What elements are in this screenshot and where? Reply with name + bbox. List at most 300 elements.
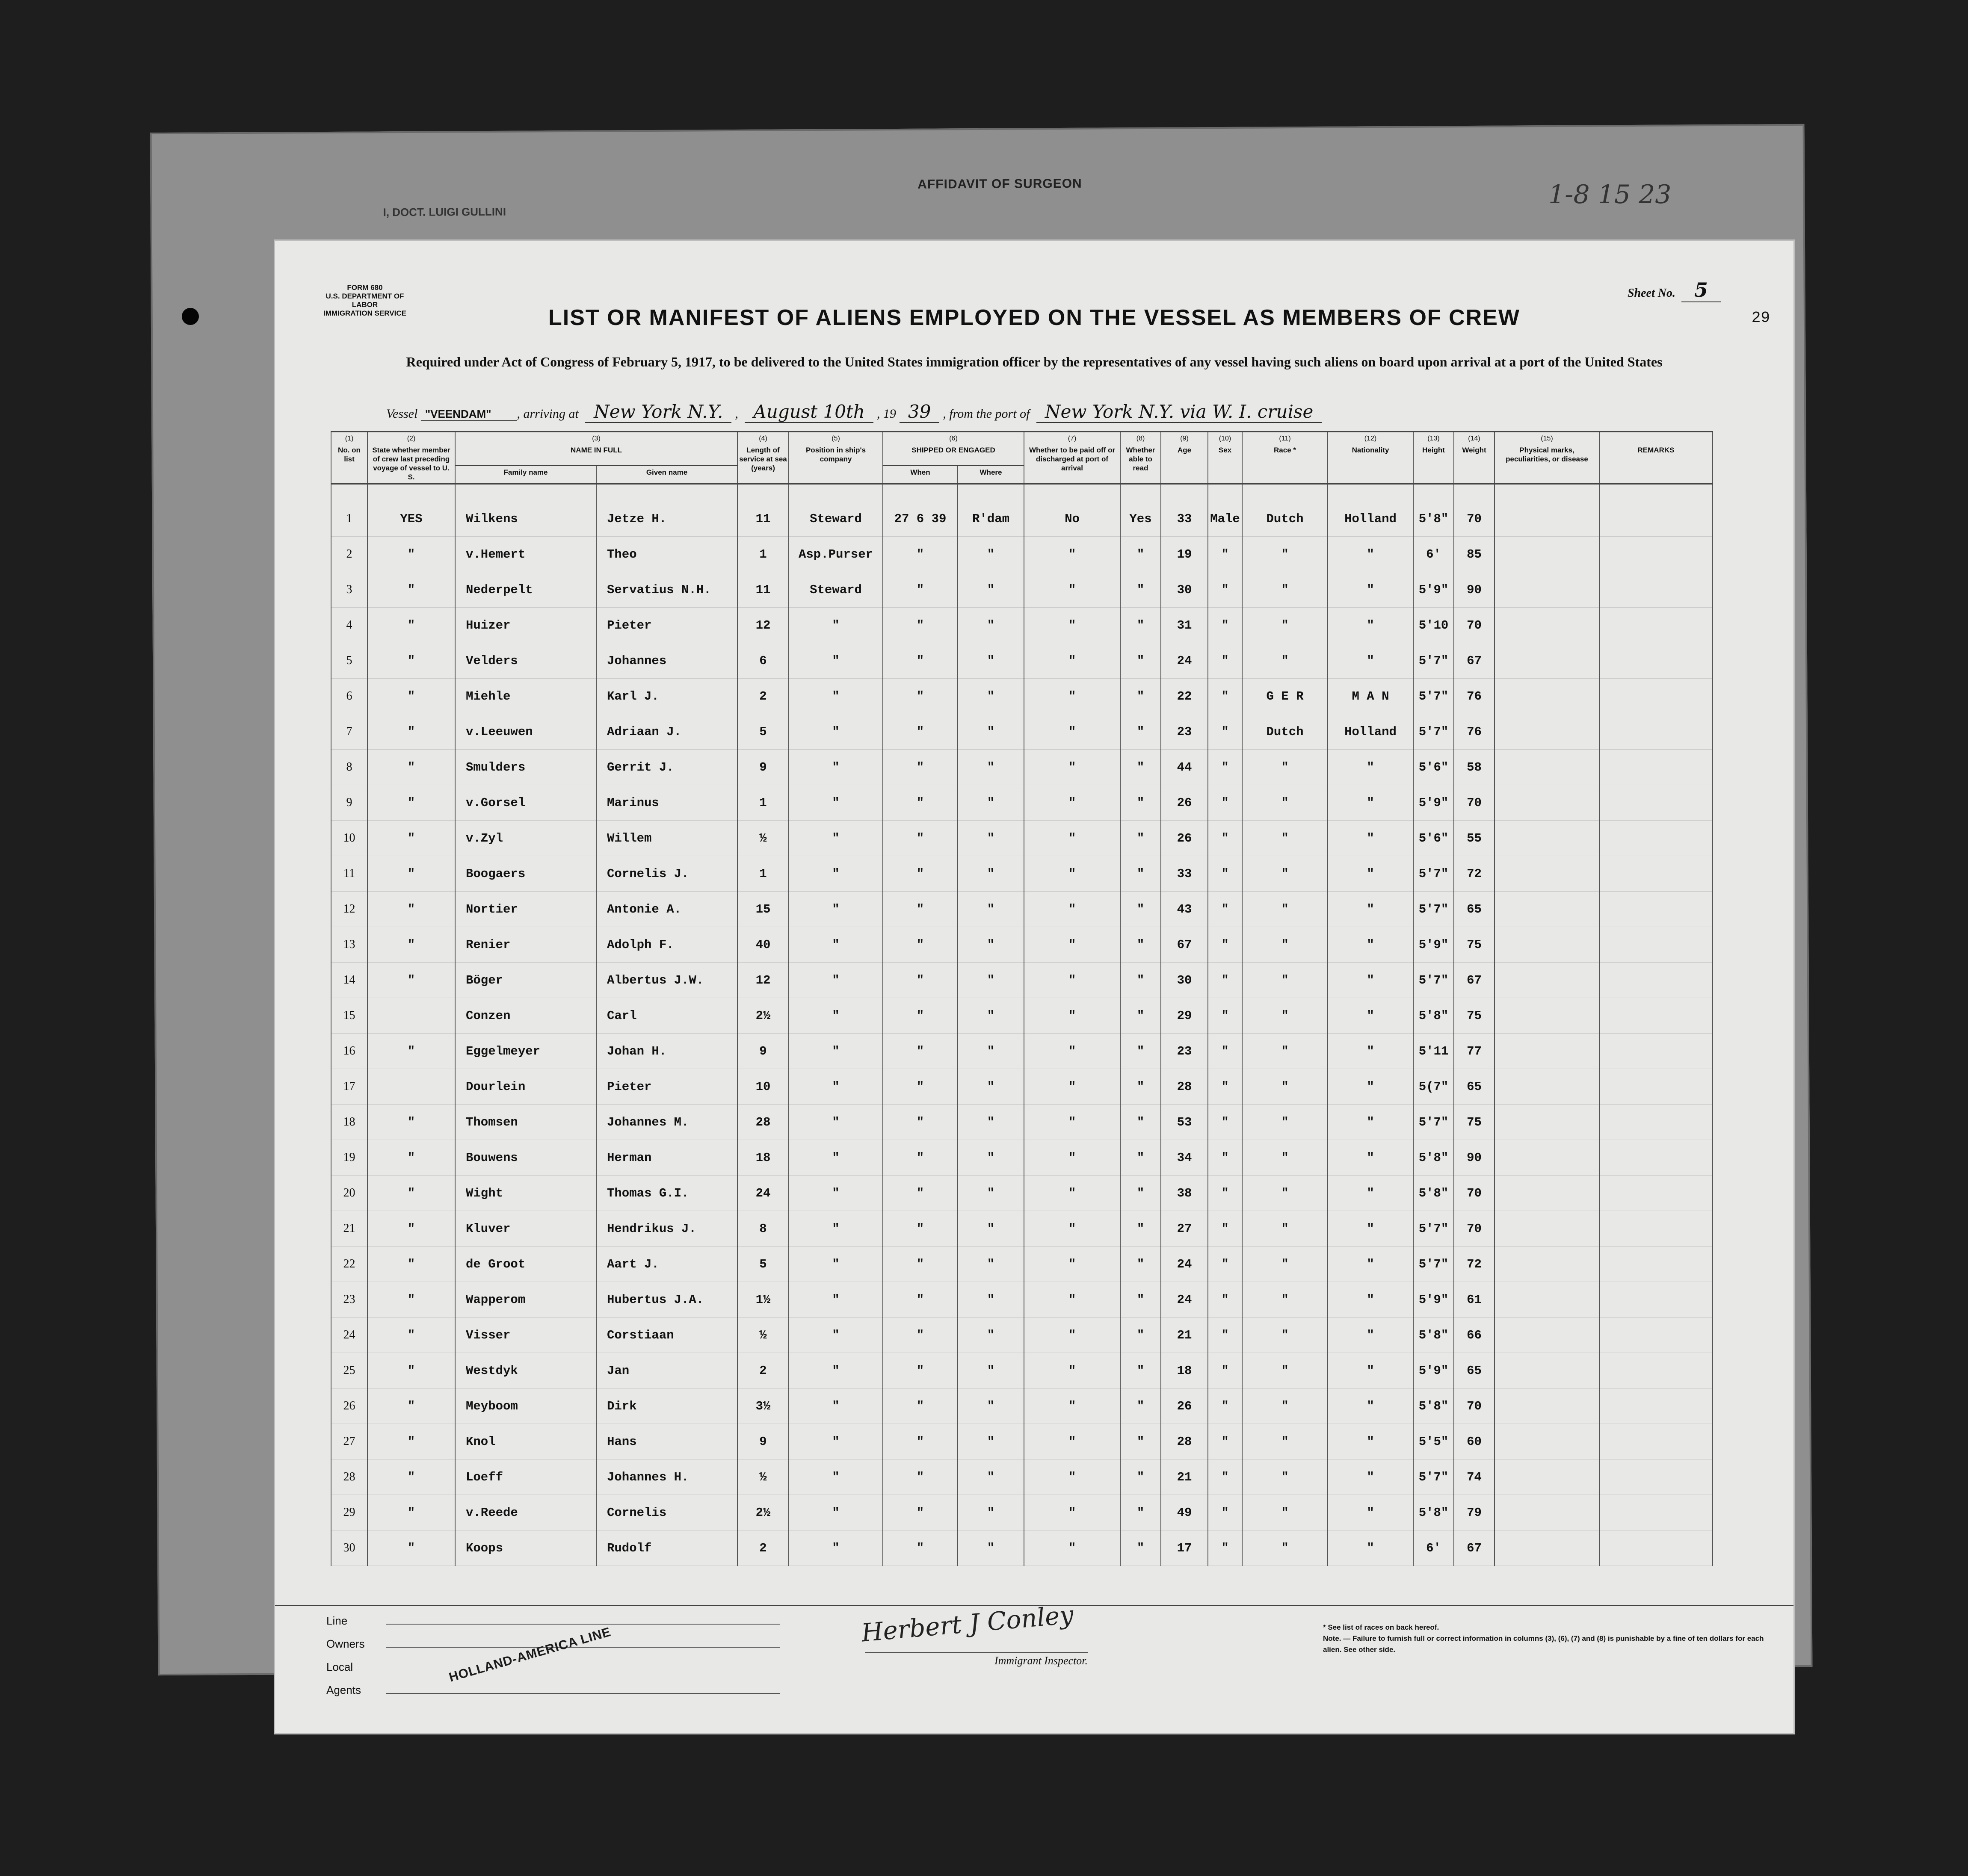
- service-years-cell: 1½: [737, 1282, 789, 1318]
- table-row: [331, 1459, 1713, 1495]
- family-name-cell: Böger: [455, 963, 596, 998]
- height-cell: 5'7": [1413, 679, 1454, 714]
- remarks-cell: [1599, 1459, 1713, 1495]
- service-years-cell: ½: [737, 1318, 789, 1353]
- physical-marks-cell: [1494, 998, 1599, 1034]
- height-cell: 5'7": [1413, 856, 1454, 892]
- vessel-info-line: Vessel "VEENDAM" , arriving at New York N.Y. , August 10th , 19 39 , from the port of New York N.Y. via W. I. cruise: [386, 401, 1755, 423]
- height-cell: 5'8": [1413, 1389, 1454, 1424]
- sex-cell: ": [1208, 963, 1242, 998]
- able-to-read-cell: ": [1120, 927, 1161, 963]
- row-number-cell: 17: [331, 1069, 367, 1105]
- paid-off-cell: ": [1024, 714, 1120, 750]
- shipped-when-cell: ": [883, 1176, 958, 1211]
- departure-port: New York N.Y. via W. I. cruise: [1036, 401, 1322, 423]
- paid-off-cell: No: [1024, 484, 1120, 537]
- remarks-cell: [1599, 643, 1713, 679]
- nationality-cell: ": [1328, 1140, 1413, 1176]
- family-name-cell: Boogaers: [455, 856, 596, 892]
- service-years-cell: 18: [737, 1140, 789, 1176]
- table-row: [331, 679, 1713, 714]
- remarks-cell: [1599, 608, 1713, 643]
- given-name-cell: Corstiaan: [596, 1318, 737, 1353]
- nationality-cell: ": [1328, 892, 1413, 927]
- sex-cell: ": [1208, 1459, 1242, 1495]
- given-name-cell: Albertus J.W.: [596, 963, 737, 998]
- service-years-cell: 6: [737, 643, 789, 679]
- penalty-note: Note. — Failure to furnish full or correct information in columns (3), (6), (7) and (8) is punishable by a fine of ten dollars for each alien. See other side.: [1323, 1634, 1764, 1654]
- row-number-cell: 13: [331, 927, 367, 963]
- table-header-row: [331, 432, 1713, 466]
- shipped-where-cell: ": [958, 1247, 1024, 1282]
- height-cell: 5'7": [1413, 1459, 1454, 1495]
- previous-voyage-cell: ": [367, 643, 455, 679]
- row-number-cell: 5: [331, 643, 367, 679]
- family-name-cell: de Groot: [455, 1247, 596, 1282]
- nationality-cell: ": [1328, 963, 1413, 998]
- service-years-cell: 1: [737, 537, 789, 572]
- paid-off-cell: ": [1024, 537, 1120, 572]
- sex-cell: ": [1208, 750, 1242, 785]
- race-cell: ": [1242, 1140, 1328, 1176]
- previous-voyage-cell: ": [367, 1353, 455, 1389]
- shipped-when-cell: ": [883, 1353, 958, 1389]
- col-header-given-name: Given name: [596, 466, 737, 484]
- height-cell: 5'9": [1413, 572, 1454, 608]
- given-name-cell: Hubertus J.A.: [596, 1282, 737, 1318]
- row-number-cell: 27: [331, 1424, 367, 1459]
- paid-off-cell: ": [1024, 963, 1120, 998]
- able-to-read-cell: ": [1120, 1247, 1161, 1282]
- weight-cell: 76: [1454, 679, 1494, 714]
- vessel-label: Vessel: [386, 407, 418, 421]
- previous-voyage-cell: ": [367, 1105, 455, 1140]
- row-number-cell: 30: [331, 1530, 367, 1566]
- able-to-read-cell: ": [1120, 856, 1161, 892]
- weight-cell: 67: [1454, 1530, 1494, 1566]
- affidavit-surgeon-line: I, DOCT. LUIGI GULLINI: [383, 205, 506, 219]
- given-name-cell: Willem: [596, 821, 737, 856]
- able-to-read-cell: ": [1120, 714, 1161, 750]
- row-number-cell: 23: [331, 1282, 367, 1318]
- footer-notes: [1323, 1622, 1768, 1655]
- physical-marks-cell: [1494, 608, 1599, 643]
- weight-cell: 67: [1454, 643, 1494, 679]
- service-years-cell: 1: [737, 856, 789, 892]
- inspector-label: Immigrant Inspector.: [865, 1652, 1088, 1667]
- remarks-cell: [1599, 750, 1713, 785]
- shipped-where-cell: ": [958, 608, 1024, 643]
- height-cell: 5'8": [1413, 1318, 1454, 1353]
- age-cell: 53: [1161, 1105, 1208, 1140]
- shipped-when-cell: ": [883, 1140, 958, 1176]
- able-to-read-cell: ": [1120, 1389, 1161, 1424]
- shipped-where-cell: ": [958, 1069, 1024, 1105]
- weight-cell: 70: [1454, 1211, 1494, 1247]
- race-cell: ": [1242, 963, 1328, 998]
- shipped-where-cell: ": [958, 1389, 1024, 1424]
- shipped-where-cell: ": [958, 927, 1024, 963]
- able-to-read-cell: ": [1120, 572, 1161, 608]
- height-cell: 5'7": [1413, 714, 1454, 750]
- shipped-when-cell: ": [883, 821, 958, 856]
- previous-voyage-cell: ": [367, 1211, 455, 1247]
- given-name-cell: Jan: [596, 1353, 737, 1389]
- able-to-read-cell: ": [1120, 608, 1161, 643]
- able-to-read-cell: ": [1120, 1530, 1161, 1566]
- remarks-cell: [1599, 1424, 1713, 1459]
- shipped-where-cell: ": [958, 998, 1024, 1034]
- previous-voyage-cell: [367, 998, 455, 1034]
- shipped-when-cell: ": [883, 892, 958, 927]
- position-cell: ": [789, 1424, 883, 1459]
- nationality-cell: ": [1328, 643, 1413, 679]
- table-row: [331, 1424, 1713, 1459]
- physical-marks-cell: [1494, 484, 1599, 537]
- paid-off-cell: ": [1024, 1318, 1120, 1353]
- service-years-cell: 3½: [737, 1389, 789, 1424]
- weight-cell: 74: [1454, 1459, 1494, 1495]
- given-name-cell: Rudolf: [596, 1530, 737, 1566]
- row-number-cell: 28: [331, 1459, 367, 1495]
- physical-marks-cell: [1494, 1176, 1599, 1211]
- paid-off-cell: ": [1024, 1069, 1120, 1105]
- race-cell: ": [1242, 1530, 1328, 1566]
- given-name-cell: Carl: [596, 998, 737, 1034]
- nationality-cell: ": [1328, 750, 1413, 785]
- paid-off-cell: ": [1024, 1495, 1120, 1530]
- previous-voyage-cell: ": [367, 856, 455, 892]
- physical-marks-cell: [1494, 963, 1599, 998]
- position-cell: ": [789, 998, 883, 1034]
- weight-cell: 61: [1454, 1282, 1494, 1318]
- physical-marks-cell: [1494, 1069, 1599, 1105]
- position-cell: ": [789, 821, 883, 856]
- age-cell: 34: [1161, 1140, 1208, 1176]
- paid-off-cell: ": [1024, 785, 1120, 821]
- race-cell: ": [1242, 750, 1328, 785]
- race-cell: ": [1242, 1247, 1328, 1282]
- form-number: FORM 680: [347, 284, 383, 292]
- paid-off-cell: ": [1024, 1282, 1120, 1318]
- remarks-cell: [1599, 1069, 1713, 1105]
- position-cell: ": [789, 785, 883, 821]
- shipped-where-cell: ": [958, 1530, 1024, 1566]
- nationality-cell: ": [1328, 821, 1413, 856]
- shipped-where-cell: R'dam: [958, 484, 1024, 537]
- given-name-cell: Servatius N.H.: [596, 572, 737, 608]
- shipped-where-cell: ": [958, 679, 1024, 714]
- nationality-cell: ": [1328, 1318, 1413, 1353]
- row-number-cell: 19: [331, 1140, 367, 1176]
- position-cell: ": [789, 1034, 883, 1069]
- race-cell: ": [1242, 856, 1328, 892]
- physical-marks-cell: [1494, 821, 1599, 856]
- paid-off-cell: ": [1024, 998, 1120, 1034]
- given-name-cell: Dirk: [596, 1389, 737, 1424]
- shipped-when-cell: ": [883, 1530, 958, 1566]
- sex-cell: ": [1208, 821, 1242, 856]
- table-row: [331, 608, 1713, 643]
- col-header-physical-marks: (15) Physical marks, peculiarities, or disease: [1494, 432, 1599, 484]
- race-cell: ": [1242, 1176, 1328, 1211]
- weight-cell: 70: [1454, 785, 1494, 821]
- sex-cell: ": [1208, 572, 1242, 608]
- family-name-cell: Dourlein: [455, 1069, 596, 1105]
- shipped-where-cell: ": [958, 1459, 1024, 1495]
- race-cell: ": [1242, 643, 1328, 679]
- age-cell: 30: [1161, 963, 1208, 998]
- height-cell: 5'8": [1413, 998, 1454, 1034]
- corner-handwritten-note: 1-8 15 23: [1548, 180, 1672, 210]
- physical-marks-cell: [1494, 572, 1599, 608]
- given-name-cell: Cornelis J.: [596, 856, 737, 892]
- height-cell: 6': [1413, 1530, 1454, 1566]
- paid-off-cell: ": [1024, 1211, 1120, 1247]
- position-cell: ": [789, 1530, 883, 1566]
- table-row: [331, 1211, 1713, 1247]
- shipped-where-cell: ": [958, 643, 1024, 679]
- family-name-cell: Conzen: [455, 998, 596, 1034]
- line-label: Line: [326, 1614, 348, 1627]
- shipped-when-cell: ": [883, 785, 958, 821]
- service-years-cell: 5: [737, 1247, 789, 1282]
- physical-marks-cell: [1494, 1389, 1599, 1424]
- vessel-name: "VEENDAM": [421, 408, 517, 421]
- previous-voyage-cell: ": [367, 537, 455, 572]
- weight-cell: 70: [1454, 1176, 1494, 1211]
- row-number-cell: 3: [331, 572, 367, 608]
- shipped-when-cell: ": [883, 1105, 958, 1140]
- previous-voyage-cell: ": [367, 1459, 455, 1495]
- col-header-shipped: (6) SHIPPED OR ENGAGED: [883, 432, 1024, 466]
- sex-cell: ": [1208, 998, 1242, 1034]
- col-header-remarks: REMARKS: [1599, 432, 1713, 484]
- service-name: IMMIGRATION SERVICE: [323, 309, 406, 317]
- height-cell: 5'8": [1413, 484, 1454, 537]
- shipped-when-cell: ": [883, 1282, 958, 1318]
- sex-cell: ": [1208, 856, 1242, 892]
- age-cell: 18: [1161, 1353, 1208, 1389]
- row-number-cell: 26: [331, 1389, 367, 1424]
- service-years-cell: 15: [737, 892, 789, 927]
- remarks-cell: [1599, 1140, 1713, 1176]
- service-years-cell: 28: [737, 1105, 789, 1140]
- shipped-when-cell: ": [883, 608, 958, 643]
- race-cell: ": [1242, 1389, 1328, 1424]
- row-number-cell: 10: [331, 821, 367, 856]
- age-cell: 30: [1161, 572, 1208, 608]
- paid-off-cell: ": [1024, 1034, 1120, 1069]
- page-title: LIST OR MANIFEST OF ALIENS EMPLOYED ON THE VESSEL AS MEMBERS OF CREW: [548, 305, 1520, 330]
- col-header-when: When: [883, 466, 958, 484]
- col-header-service: (4) Length of service at sea (years): [737, 432, 789, 484]
- page-number: 29: [1751, 309, 1770, 327]
- remarks-cell: [1599, 537, 1713, 572]
- paid-off-cell: ": [1024, 750, 1120, 785]
- physical-marks-cell: [1494, 1282, 1599, 1318]
- remarks-cell: [1599, 856, 1713, 892]
- age-cell: 49: [1161, 1495, 1208, 1530]
- remarks-cell: [1599, 572, 1713, 608]
- sex-cell: ": [1208, 1247, 1242, 1282]
- position-cell: ": [789, 1247, 883, 1282]
- race-cell: ": [1242, 1318, 1328, 1353]
- race-cell: Dutch: [1242, 484, 1328, 537]
- weight-cell: 72: [1454, 856, 1494, 892]
- shipped-where-cell: ": [958, 1282, 1024, 1318]
- physical-marks-cell: [1494, 1247, 1599, 1282]
- given-name-cell: Marinus: [596, 785, 737, 821]
- paid-off-cell: ": [1024, 608, 1120, 643]
- age-cell: 26: [1161, 1389, 1208, 1424]
- physical-marks-cell: [1494, 1459, 1599, 1495]
- binder-hole: [182, 308, 199, 325]
- race-cell: ": [1242, 537, 1328, 572]
- sex-cell: ": [1208, 1353, 1242, 1389]
- shipped-when-cell: ": [883, 1069, 958, 1105]
- height-cell: 6': [1413, 537, 1454, 572]
- race-cell: ": [1242, 927, 1328, 963]
- weight-cell: 75: [1454, 927, 1494, 963]
- row-number-cell: 25: [331, 1353, 367, 1389]
- given-name-cell: Hendrikus J.: [596, 1211, 737, 1247]
- shipped-when-cell: ": [883, 679, 958, 714]
- service-years-cell: 11: [737, 484, 789, 537]
- sex-cell: ": [1208, 1424, 1242, 1459]
- height-cell: 5'9": [1413, 785, 1454, 821]
- service-years-cell: 40: [737, 927, 789, 963]
- previous-voyage-cell: ": [367, 821, 455, 856]
- shipped-where-cell: ": [958, 1176, 1024, 1211]
- given-name-cell: Pieter: [596, 608, 737, 643]
- paid-off-cell: ": [1024, 1459, 1120, 1495]
- height-cell: 5'7": [1413, 1211, 1454, 1247]
- age-cell: 29: [1161, 998, 1208, 1034]
- able-to-read-cell: ": [1120, 1105, 1161, 1140]
- weight-cell: 67: [1454, 963, 1494, 998]
- sheet-number: [1628, 278, 1721, 301]
- service-years-cell: 9: [737, 750, 789, 785]
- age-cell: 26: [1161, 785, 1208, 821]
- race-cell: ": [1242, 1069, 1328, 1105]
- table-row: [331, 714, 1713, 750]
- crew-manifest-table: [331, 431, 1713, 1566]
- col-header-read: (8) Whether able to read: [1120, 432, 1161, 484]
- shipped-when-cell: ": [883, 643, 958, 679]
- from-port-label: , from the port of: [943, 407, 1030, 421]
- able-to-read-cell: ": [1120, 1424, 1161, 1459]
- previous-voyage-cell: ": [367, 892, 455, 927]
- height-cell: 5'10: [1413, 608, 1454, 643]
- service-years-cell: 2½: [737, 1495, 789, 1530]
- shipped-when-cell: ": [883, 714, 958, 750]
- height-cell: 5'8": [1413, 1495, 1454, 1530]
- position-cell: ": [789, 643, 883, 679]
- paid-off-cell: ": [1024, 679, 1120, 714]
- sex-cell: ": [1208, 927, 1242, 963]
- remarks-cell: [1599, 821, 1713, 856]
- given-name-cell: Antonie A.: [596, 892, 737, 927]
- sheet-number-label: Sheet No.: [1627, 287, 1675, 300]
- weight-cell: 58: [1454, 750, 1494, 785]
- family-name-cell: v.Hemert: [455, 537, 596, 572]
- row-number-cell: 14: [331, 963, 367, 998]
- nationality-cell: ": [1328, 856, 1413, 892]
- age-cell: 24: [1161, 1247, 1208, 1282]
- shipped-where-cell: ": [958, 892, 1024, 927]
- row-number-cell: 11: [331, 856, 367, 892]
- sex-cell: ": [1208, 1282, 1242, 1318]
- physical-marks-cell: [1494, 1530, 1599, 1566]
- table-row: [331, 927, 1713, 963]
- able-to-read-cell: ": [1120, 1069, 1161, 1105]
- row-number-cell: 16: [331, 1034, 367, 1069]
- table-row: [331, 1318, 1713, 1353]
- previous-voyage-cell: ": [367, 750, 455, 785]
- shipped-when-cell: 27 6 39: [883, 484, 958, 537]
- family-name-cell: Kluver: [455, 1211, 596, 1247]
- able-to-read-cell: ": [1120, 643, 1161, 679]
- position-cell: ": [789, 608, 883, 643]
- service-years-cell: 11: [737, 572, 789, 608]
- nationality-cell: ": [1328, 1495, 1413, 1530]
- previous-voyage-cell: ": [367, 714, 455, 750]
- row-number-cell: 2: [331, 537, 367, 572]
- department-name: U.S. DEPARTMENT OF LABOR: [326, 292, 404, 309]
- race-cell: ": [1242, 572, 1328, 608]
- shipped-where-cell: ": [958, 1211, 1024, 1247]
- able-to-read-cell: ": [1120, 785, 1161, 821]
- remarks-cell: [1599, 1176, 1713, 1211]
- service-years-cell: 10: [737, 1069, 789, 1105]
- previous-voyage-cell: ": [367, 1247, 455, 1282]
- able-to-read-cell: ": [1120, 963, 1161, 998]
- table-row: [331, 1389, 1713, 1424]
- weight-cell: 90: [1454, 572, 1494, 608]
- shipped-where-cell: ": [958, 714, 1024, 750]
- remarks-cell: [1599, 1034, 1713, 1069]
- height-cell: 5'6": [1413, 750, 1454, 785]
- paid-off-cell: ": [1024, 892, 1120, 927]
- race-cell: ": [1242, 785, 1328, 821]
- weight-cell: 72: [1454, 1247, 1494, 1282]
- age-cell: 28: [1161, 1424, 1208, 1459]
- given-name-cell: Johannes M.: [596, 1105, 737, 1140]
- age-cell: 27: [1161, 1211, 1208, 1247]
- race-cell: ": [1242, 1282, 1328, 1318]
- previous-voyage-cell: ": [367, 679, 455, 714]
- race-cell: ": [1242, 892, 1328, 927]
- family-name-cell: Westdyk: [455, 1353, 596, 1389]
- age-cell: 28: [1161, 1069, 1208, 1105]
- position-cell: ": [789, 714, 883, 750]
- sex-cell: ": [1208, 608, 1242, 643]
- remarks-cell: [1599, 1211, 1713, 1247]
- previous-voyage-cell: ": [367, 1176, 455, 1211]
- shipped-when-cell: ": [883, 963, 958, 998]
- crew-rows: [331, 484, 1713, 1566]
- service-years-cell: 8: [737, 1211, 789, 1247]
- nationality-cell: Holland: [1328, 714, 1413, 750]
- sex-cell: ": [1208, 537, 1242, 572]
- given-name-cell: Theo: [596, 537, 737, 572]
- paid-off-cell: ": [1024, 1247, 1120, 1282]
- physical-marks-cell: [1494, 1318, 1599, 1353]
- shipped-where-cell: ": [958, 1424, 1024, 1459]
- position-cell: ": [789, 1140, 883, 1176]
- nationality-cell: ": [1328, 537, 1413, 572]
